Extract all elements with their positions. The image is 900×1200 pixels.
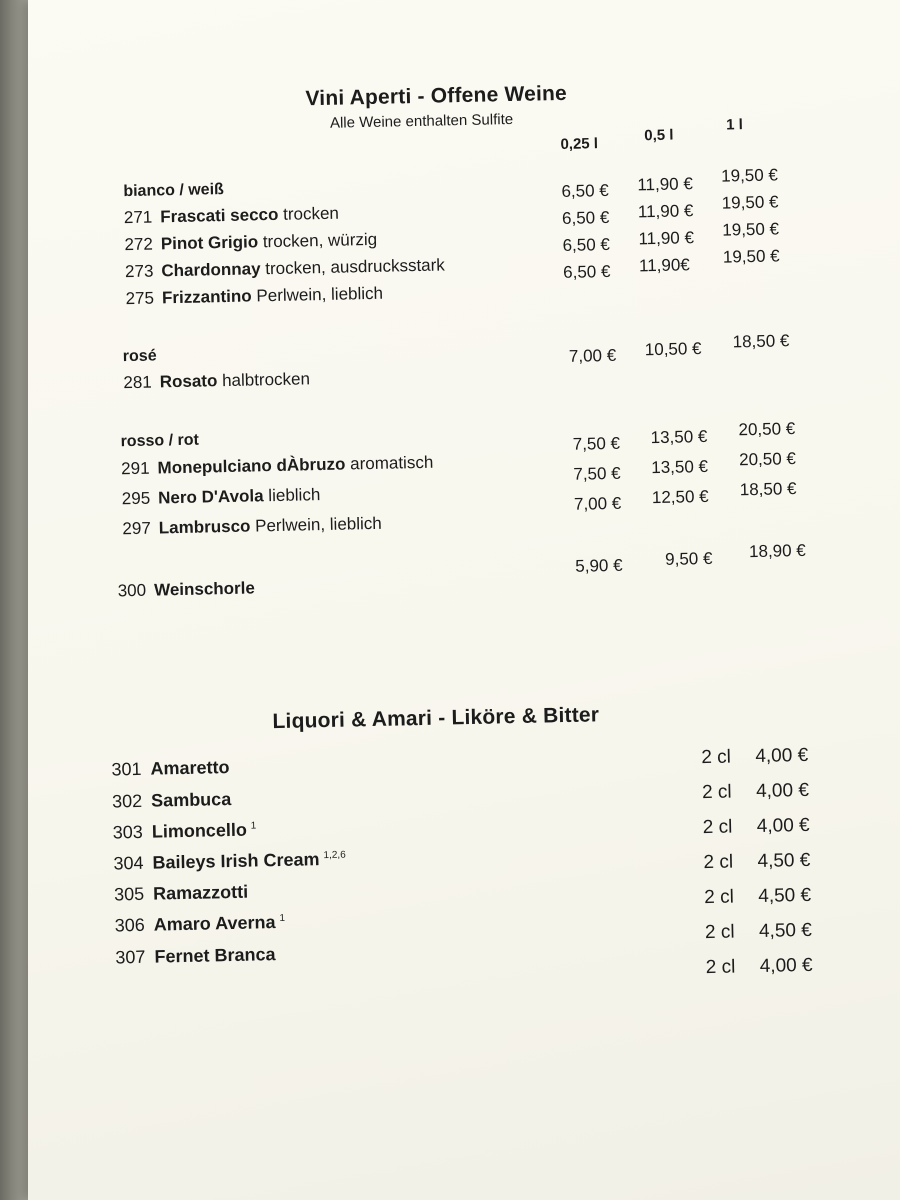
liquor-price-302	[702, 780, 809, 804]
item-description: trocken, ausdrucksstark	[265, 255, 445, 279]
liquor-row-306	[115, 912, 286, 937]
item-volume: 2 cl	[702, 816, 733, 839]
item-name: Frascati secco	[160, 204, 279, 227]
column-header-1l: 1 l	[725, 116, 743, 134]
price-05: 11,90 €	[637, 201, 694, 222]
item-number: 273	[124, 261, 154, 282]
item-number: 281	[123, 372, 152, 393]
category-label-rose: rosé	[122, 347, 157, 366]
item-number: 297	[122, 518, 151, 539]
item-description: Perlwein, lieblich	[256, 283, 384, 306]
price-025: 6,50 €	[562, 234, 611, 255]
item-name: Rosato	[159, 371, 218, 392]
item-volume: 2 cl	[703, 851, 734, 874]
item-name: Baileys Irish Cream	[152, 849, 320, 873]
liquor-price-304	[703, 850, 810, 874]
liquor-row-307	[115, 944, 275, 968]
allergen-note: 1	[279, 912, 286, 925]
item-volume: 2 cl	[705, 956, 736, 979]
item-number: 306	[114, 914, 145, 936]
item-description: lieblich	[268, 485, 321, 506]
sulfite-note: Alle Weine enthalten Sulfite	[329, 110, 514, 132]
item-volume: 2 cl	[701, 781, 732, 804]
price-1l: 18,50 €	[732, 331, 790, 352]
item-price: 4,50 €	[757, 849, 811, 872]
price-05: 13,50 €	[651, 456, 709, 478]
price-1l: 18,90 €	[748, 540, 806, 562]
item-number: 304	[113, 852, 144, 874]
item-name: Nero D'Avola	[157, 486, 264, 508]
wine-row-273	[125, 255, 445, 282]
item-number: 305	[113, 883, 145, 905]
item-number: 291	[120, 458, 150, 479]
item-name: Limoncello	[151, 819, 248, 842]
category-label-bianco: bianco / weiß	[123, 181, 224, 201]
item-number: 302	[111, 790, 143, 812]
item-price: 4,50 €	[758, 884, 812, 907]
item-name: Frizzantino	[161, 286, 252, 308]
price-05: 11,90 €	[638, 228, 695, 249]
price-05: 11,90 €	[637, 174, 693, 195]
item-name: Weinschorle	[153, 578, 256, 600]
wine-section-title: Vini Aperti - Offene Weine	[305, 81, 568, 111]
liquor-price-303	[703, 815, 810, 839]
item-name: Lambrusco	[158, 516, 251, 538]
item-price: 4,00 €	[756, 814, 810, 837]
liquor-price-306	[705, 920, 812, 944]
price-1l: 20,50 €	[738, 449, 797, 470]
price-025: 7,50 €	[573, 463, 621, 484]
column-header-05: 0,5 l	[644, 126, 674, 145]
item-description: Perlwein, lieblich	[254, 513, 382, 536]
price-05: 10,50 €	[644, 339, 702, 360]
liquor-row-302	[112, 789, 232, 812]
item-number: 301	[111, 758, 142, 780]
item-number: 271	[123, 207, 153, 228]
item-name: Ramazzotti	[152, 881, 249, 904]
liquor-row-305	[114, 882, 248, 906]
item-name: Sambuca	[150, 789, 232, 811]
item-description: trocken, würzig	[262, 229, 378, 252]
wine-row-295	[122, 485, 321, 509]
item-description: halbtrocken	[221, 369, 311, 391]
item-price: 4,00 €	[759, 954, 813, 977]
item-name: Amaretto	[150, 757, 230, 779]
price-025: 7,00 €	[573, 493, 622, 514]
item-name: Fernet Branca	[154, 944, 276, 967]
item-name: Chardonnay	[161, 259, 261, 281]
wine-row-281	[123, 369, 310, 393]
price-025: 6,50 €	[561, 207, 610, 228]
item-description: trocken	[282, 203, 340, 224]
liquor-price-301	[701, 745, 808, 769]
wine-row-271	[124, 204, 339, 228]
price-1l: 18,50 €	[739, 479, 797, 500]
price-05: 11,90€	[638, 255, 690, 276]
wine-row-297	[122, 514, 382, 539]
item-number: 300	[117, 580, 147, 601]
price-025: 7,50 €	[572, 433, 621, 454]
price-1l: 19,50 €	[722, 219, 780, 240]
item-name: Amaro Averna	[153, 912, 276, 935]
item-volume: 2 cl	[704, 921, 735, 944]
item-price: 4,00 €	[755, 779, 810, 803]
item-volume: 2 cl	[701, 746, 732, 769]
price-1l: 20,50 €	[738, 419, 796, 440]
price-1l: 19,50 €	[721, 192, 779, 213]
wine-row-300	[118, 578, 256, 601]
price-025: 5,90 €	[575, 555, 623, 576]
liquor-row-304	[113, 849, 346, 875]
wine-row-272	[124, 230, 377, 255]
item-description: aromatisch	[349, 452, 434, 474]
item-number: 275	[125, 288, 155, 309]
item-price: 4,00 €	[755, 744, 809, 768]
allergen-note: 1,2,6	[323, 849, 346, 862]
category-label-rosso: rosso / rot	[120, 431, 200, 451]
price-05: 12,50 €	[651, 486, 709, 508]
item-name: Monepulciano dÀbruzo	[157, 454, 346, 478]
price-1l: 19,50 €	[722, 246, 780, 267]
item-price: 4,50 €	[758, 919, 813, 942]
liquor-row-303	[113, 819, 257, 843]
allergen-note: 1	[250, 820, 257, 832]
item-volume: 2 cl	[704, 886, 735, 909]
menu-page	[28, 0, 900, 1200]
item-number: 295	[121, 488, 151, 509]
menu-content	[28, 0, 900, 1200]
price-05: 9,50 €	[664, 548, 713, 569]
item-number: 307	[115, 946, 146, 968]
item-number: 303	[112, 821, 144, 843]
liquor-row-301	[111, 757, 229, 780]
price-025: 6,50 €	[562, 261, 611, 282]
liquor-price-305	[704, 885, 811, 909]
liquor-price-307	[706, 955, 813, 979]
wine-row-291	[121, 453, 434, 480]
price-1l: 19,50 €	[720, 165, 779, 186]
item-number: 272	[124, 234, 154, 255]
wine-row-275	[125, 284, 383, 309]
column-header-025: 0,25 l	[560, 135, 599, 153]
price-025: 7,00 €	[568, 345, 617, 366]
price-05: 13,50 €	[650, 426, 708, 448]
item-name: Pinot Grigio	[160, 232, 259, 254]
price-025: 6,50 €	[561, 180, 609, 201]
liquor-section-title: Liquori & Amari - Liköre & Bitter	[272, 703, 600, 734]
